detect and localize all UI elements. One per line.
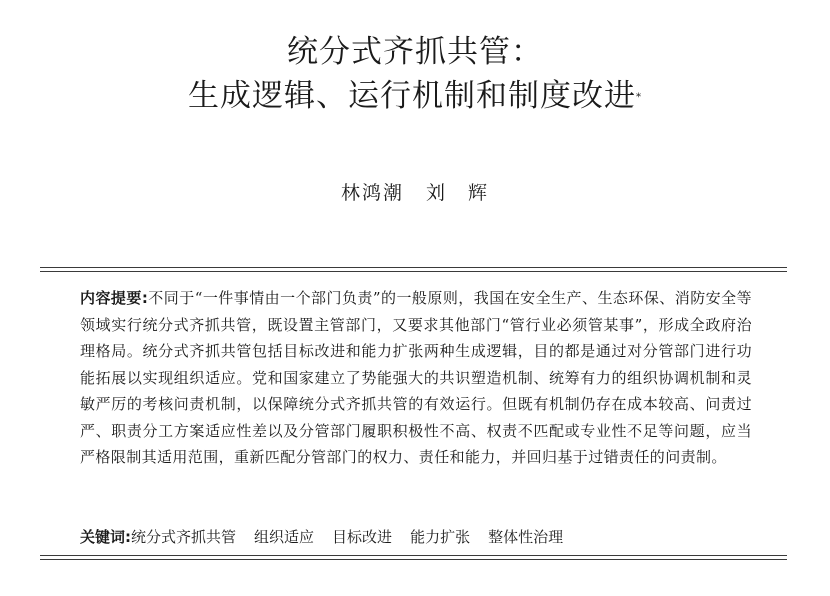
title-main: 统分式齐抓共管： <box>287 34 543 70</box>
abstract-top-rule <box>40 267 787 268</box>
keyword-item: 整体性治理 <box>488 528 564 546</box>
abstract-top-rule-inner <box>40 271 787 272</box>
keyword-item: 能力扩张 <box>410 528 471 546</box>
keywords-label-separator: : <box>125 528 132 546</box>
author-1: 林鸿潮 <box>340 182 404 204</box>
title-line-2 <box>0 74 830 118</box>
abstract-bottom-rule-inner <box>40 559 787 560</box>
abstract-label: 内容提要 <box>80 289 142 307</box>
abstract-text: 不同于“一件事情由一个部门负责”的一般原则，我国在安全生产、生态环保、消防安全等领域实行统分式齐抓共管，既设置主管部门，又要求其他部门“管行业必须管某事”，形成全政府治理格局。统分式齐抓共管包括目标改进和能力扩张两种生成逻辑，目的都是通过对分管部门进行功能拓展以实现组织适应。党和国家建立了势能强大的共识塑造机制、统筹有力的组织协调机制和灵敏严厉的考核问责机制，以保障统分式齐抓共管的有效运行。但既有机制仍存在成本较高、问责过严、职责分工方案适应性差以及分管部门履职积极性不高、权责不匹配或专业性不足等问题，应当严格限制其适用范围，重新匹配分管部门的权力、责任和能力，并回归基于过错责任的问责制。 <box>80 289 752 466</box>
author-line <box>0 178 830 205</box>
keywords-label: 关键词 <box>80 528 126 546</box>
abstract-bottom-rule <box>40 555 787 556</box>
keywords-line <box>80 524 752 550</box>
abstract-paragraph <box>80 285 752 471</box>
keyword-item: 组织适应 <box>254 528 315 546</box>
title-footnote-mark[interactable]: * <box>636 92 642 103</box>
keyword-item: 目标改进 <box>332 528 393 546</box>
title-subtitle: 生成逻辑、运行机制和制度改进 <box>188 78 636 114</box>
abstract-label-separator: : <box>141 289 149 307</box>
author-2: 刘 辉 <box>426 182 490 204</box>
title-line-1 <box>0 30 830 74</box>
keyword-item: 统分式齐抓共管 <box>131 528 237 546</box>
title-block <box>0 30 830 118</box>
